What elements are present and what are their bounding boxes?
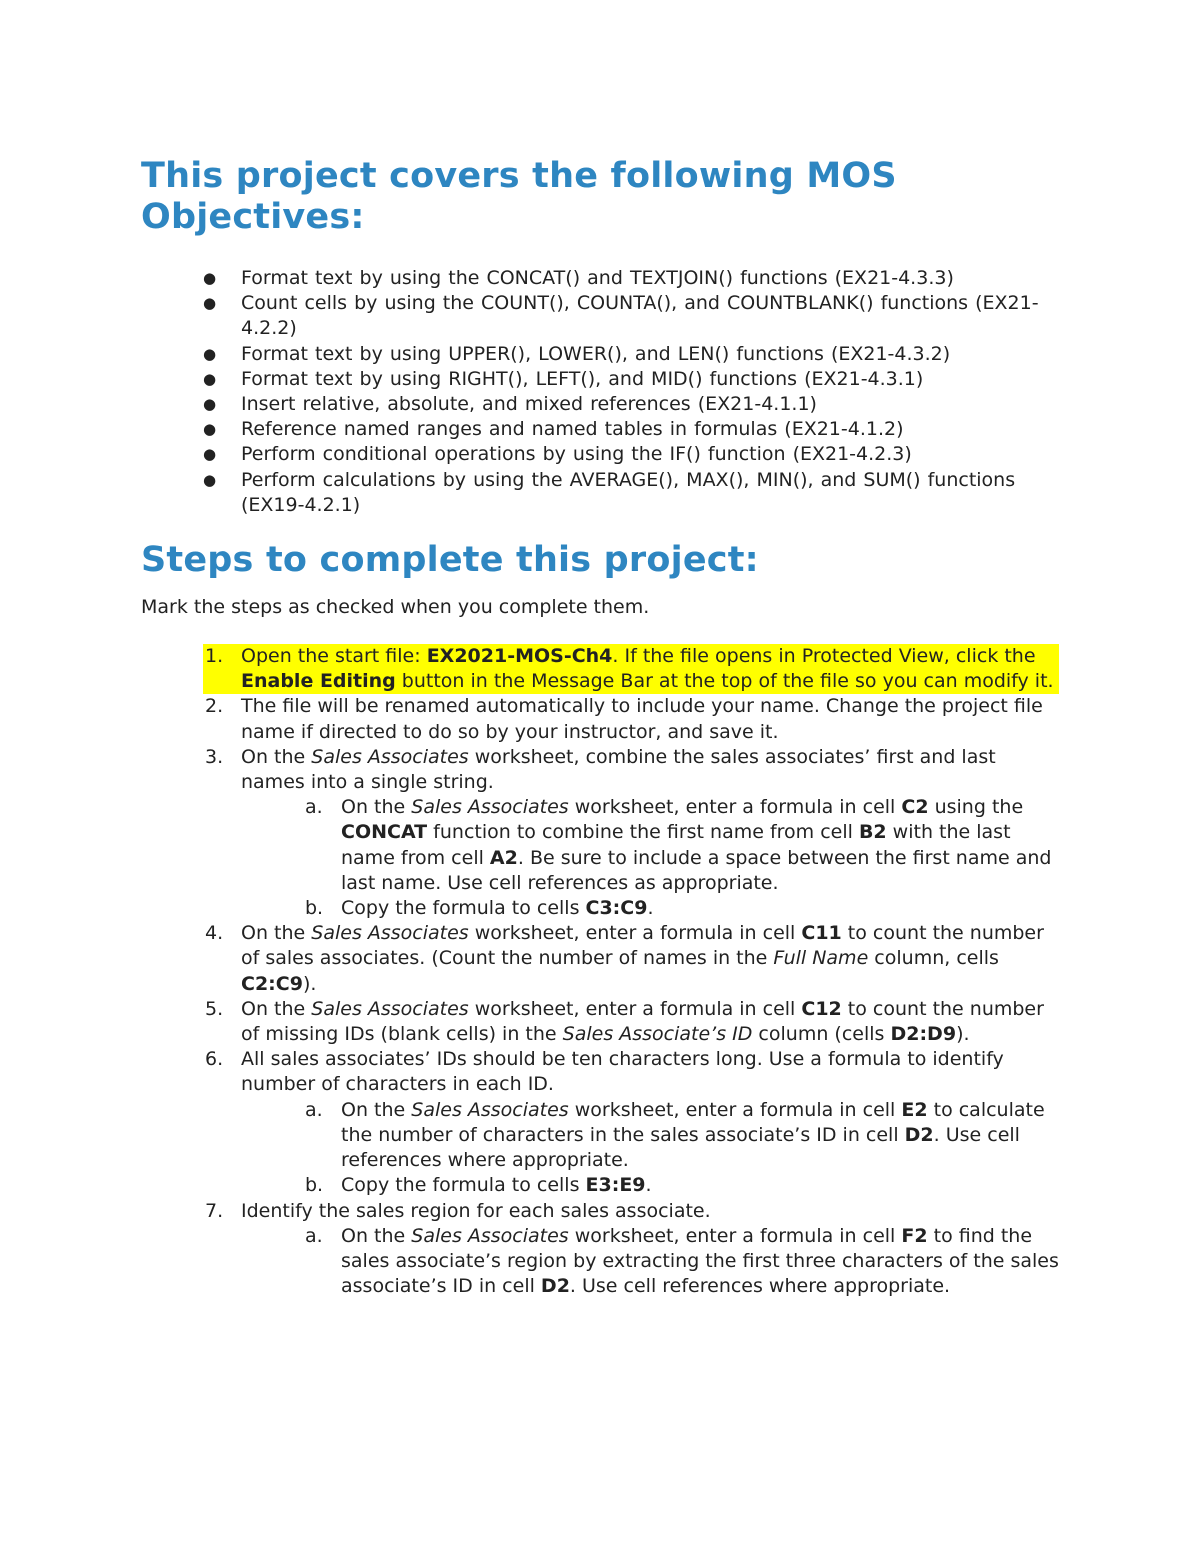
bullet-icon: ● [203,445,217,464]
step-7a: a. On the Sales Associates worksheet, enter a formula in cell F2 to find the sales associate’s region by extracting the first three characters of the sales associate’s ID in cell D2. Use cell references where appropriate. [305,1224,1059,1298]
objective-item: ● Insert relative, absolute, and mixed references (EX21-4.1.1) [241,392,1061,417]
step-4: 4. On the Sales Associates worksheet, enter a formula in cell C11 to count the number of sales associates. (Count the number of names in the Full Name column, cells C2:C9). [205,922,1044,995]
step-6a: a. On the Sales Associates worksheet, enter a formula in cell E2 to calculate the number of characters in the sales associate’s ID in cell D2. Use cell references where appropriate. [305,1098,1045,1172]
step-6b: b. Copy the formula to cells E3:E9. [305,1174,652,1197]
bullet-icon: ● [203,344,217,363]
objectives-heading: This project covers the following MOS Objectives: [141,156,897,237]
step-3b: b. Copy the formula to cells C3:C9. [305,897,654,920]
step-3a: a. On the Sales Associates worksheet, enter a formula in cell C2 using the CONCAT function to combine the first name from cell B2 with the last name from cell A2. Be sure to include a space between the first name and last name. Use cell references as appropriate. [305,796,1052,894]
steps-list [141,644,1061,1299]
step-1: 1. Open the start file: EX2021-MOS-Ch4. If the file opens in Protected View, click the Enable Editing button in the Message Bar at the top of the file so you can modify it. [203,644,1059,694]
step-3: 3. On the Sales Associates worksheet, combine the sales associates’ first and last names into a single string. a. On the Sales Associates worksheet, enter a formula in cell C2 using the CONCAT function to combine the first name from cell B2 with the last name from cell A2. Be sure to include a space between the first name and last name. Use cell references as appropriate. b. Copy the formula to cells C3:C9. [241,745,1061,921]
objective-item: ● Count cells by using the COUNT(), COUNTA(), and COUNTBLANK() functions (EX21-4.2.2) [203,292,1039,340]
bullet-icon: ● [203,395,217,414]
objective-item: ● Format text by using the CONCAT() and TEXTJOIN() functions (EX21-4.3.3) [241,266,1061,291]
steps-heading: Steps to complete this project: [141,540,759,581]
bullet-icon: ● [203,269,217,287]
step-5: 5. On the Sales Associates worksheet, enter a formula in cell C12 to count the number of missing IDs (blank cells) in the Sales Associate’s ID column (cells D2:D9). [205,997,1044,1046]
step-7-substeps [241,1224,1061,1300]
objective-item: ● Perform conditional operations by using the IF() function (EX21-4.2.3) [241,442,1061,467]
step-6: 6. All sales associates’ IDs should be ten characters long. Use a formula to identify number of characters in each ID. a. On the Sales Associates worksheet, enter a formula in cell E2 to calculate the number of characters in the sales associate’s ID in cell D2. Use cell references where appropriate. b. Copy the formula to cells E3:E9. [241,1047,1061,1198]
objective-item: ● Perform calculations by using the AVERAGE(), MAX(), MIN(), and SUM() functions (EX19-4.2.1) [203,468,1016,516]
objective-item: ● Reference named ranges and named tables in formulas (EX21-4.1.2) [241,417,1061,442]
bullet-icon: ● [203,294,217,313]
step-6-substeps [241,1098,1061,1199]
bullet-icon: ● [203,420,217,439]
objectives-list [141,266,1061,518]
step-7: 7. Identify the sales region for each sales associate. a. On the Sales Associates worksheet, enter a formula in cell F2 to find the sales associate’s region by extracting the first three characters of the sales associate’s ID in cell D2. Use cell references where appropriate. [241,1199,1061,1300]
bullet-icon: ● [203,470,217,489]
document-page [141,150,1061,1299]
objective-item: ● Format text by using RIGHT(), LEFT(), and MID() functions (EX21-4.3.1) [241,367,1061,392]
bullet-icon: ● [203,369,217,388]
step-3-substeps [241,795,1061,921]
step-2: 2. The file will be renamed automatically to include your name. Change the project file name if directed to do so by your instructor, and save it. [205,695,1043,743]
objective-item: ● Format text by using UPPER(), LOWER(), and LEN() functions (EX21-4.3.2) [241,342,1061,367]
steps-intro: Mark the steps as checked when you complete them. [141,596,650,619]
